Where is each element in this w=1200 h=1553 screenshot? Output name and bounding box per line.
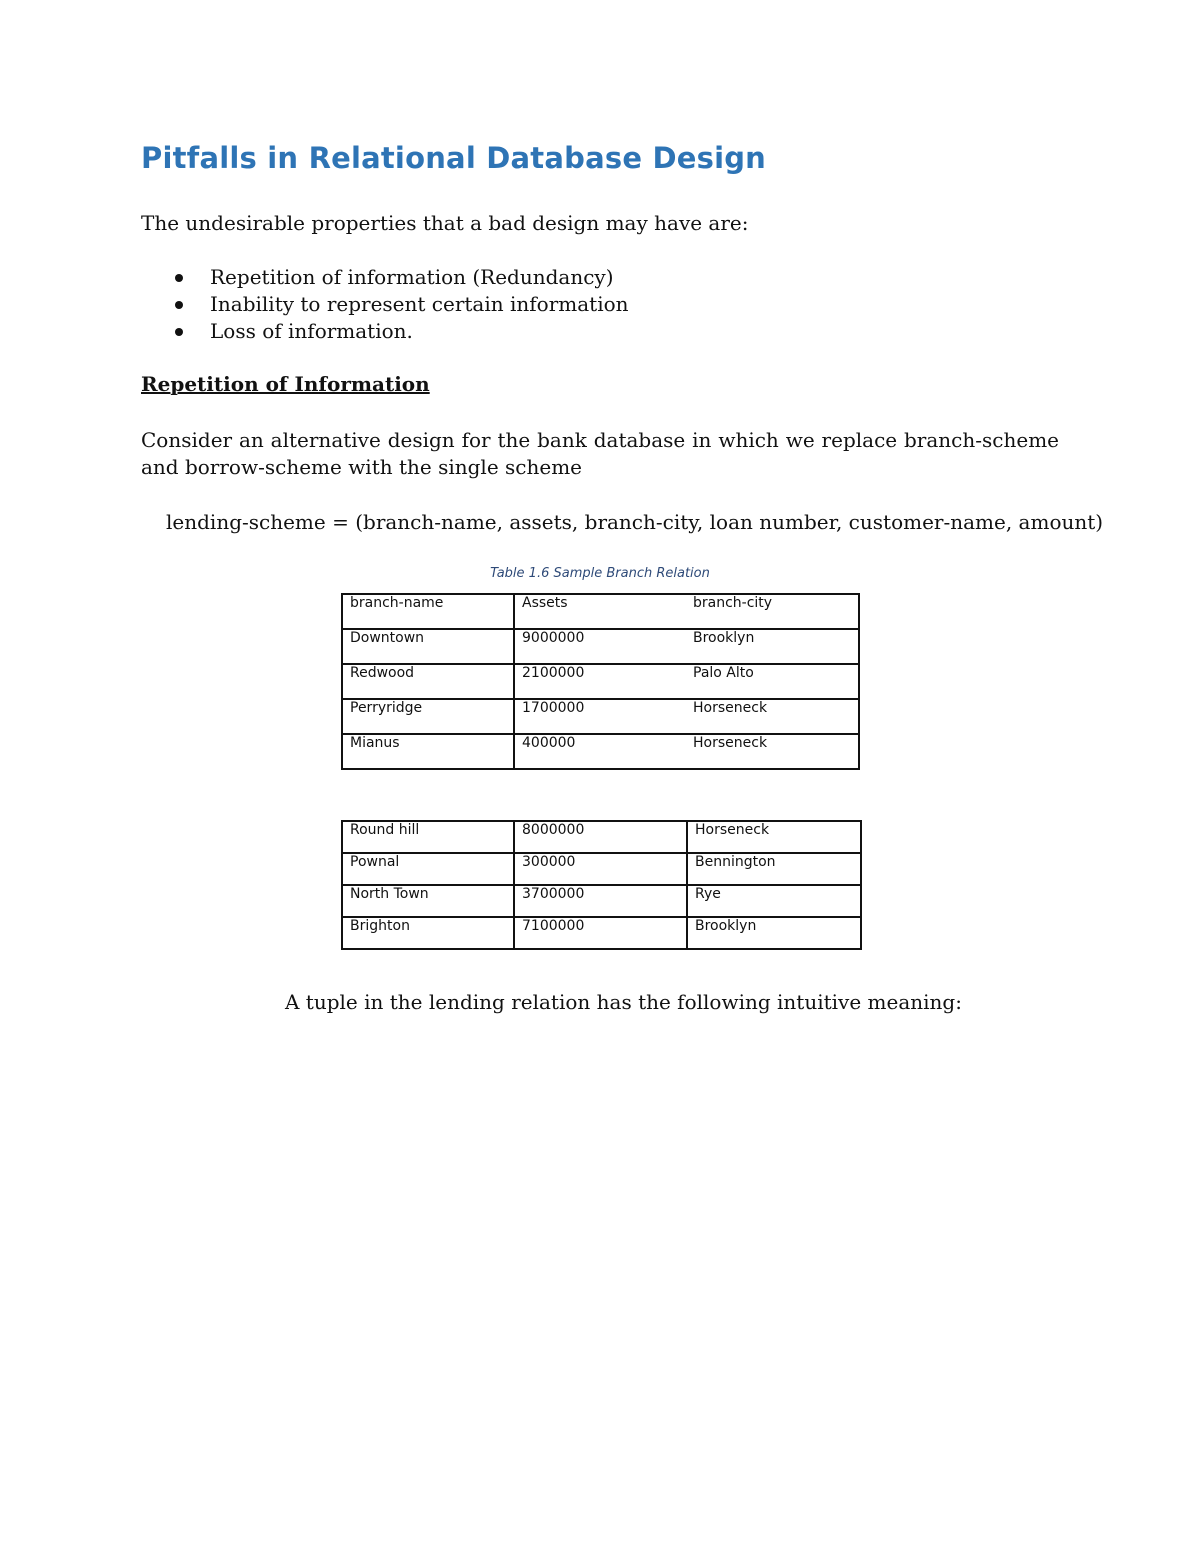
table-row	[342, 917, 861, 949]
table-row	[342, 734, 859, 769]
table-row	[342, 821, 861, 853]
table-cell: Horseneck	[686, 699, 859, 734]
table-cell: Downtown	[342, 629, 514, 664]
table-cell: Pownal	[342, 853, 514, 885]
list-item	[141, 318, 629, 345]
table-cell: 2100000	[514, 664, 686, 699]
table-cell: Horseneck	[687, 821, 861, 853]
bullet-icon	[175, 301, 183, 309]
table-cell: Horseneck	[686, 734, 859, 769]
table-cell: 8000000	[514, 821, 687, 853]
table-caption: Table 1.6 Sample Branch Relation	[490, 566, 710, 581]
table-cell: Perryridge	[342, 699, 514, 734]
table-cell: Rye	[687, 885, 861, 917]
table-header-cell: branch-city	[686, 594, 859, 629]
list-item-text: Loss of information.	[210, 319, 413, 343]
body-paragraph: Consider an alternative design for the bank database in which we replace branch-scheme and borrow-scheme with the single scheme	[141, 428, 1059, 479]
table-row	[342, 699, 859, 734]
branch-relation-table-continued	[341, 820, 862, 950]
bullet-icon	[175, 274, 183, 282]
table-cell: Round hill	[342, 821, 514, 853]
table-cell: Palo Alto	[686, 664, 859, 699]
intro-paragraph: The undesirable properties that a bad design may have are:	[141, 211, 749, 235]
bullet-list	[141, 264, 629, 345]
table-cell: Brooklyn	[687, 917, 861, 949]
table-cell: Bennington	[687, 853, 861, 885]
table-header-row	[342, 594, 859, 629]
table-cell: 9000000	[514, 629, 686, 664]
table-cell: Brighton	[342, 917, 514, 949]
list-item-text: Inability to represent certain information	[210, 292, 629, 316]
closing-paragraph: A tuple in the lending relation has the following intuitive meaning:	[285, 990, 962, 1014]
table-cell: Mianus	[342, 734, 514, 769]
list-item-text: Repetition of information (Redundancy)	[210, 265, 614, 289]
table-row	[342, 664, 859, 699]
table-row	[342, 853, 861, 885]
page-title: Pitfalls in Relational Database Design	[141, 141, 767, 175]
table-cell: 300000	[514, 853, 687, 885]
table-cell: 1700000	[514, 699, 686, 734]
table-cell: Brooklyn	[686, 629, 859, 664]
formula-line: lending-scheme = (branch-name, assets, branch-city, loan number, customer-name, amount)	[166, 510, 1104, 534]
table-row	[342, 885, 861, 917]
table-cell: 7100000	[514, 917, 687, 949]
table-row	[342, 629, 859, 664]
branch-relation-table	[341, 593, 860, 770]
table-cell: North Town	[342, 885, 514, 917]
table-cell: 3700000	[514, 885, 687, 917]
table-header-cell: Assets	[514, 594, 686, 629]
table-cell: Redwood	[342, 664, 514, 699]
list-item	[141, 291, 629, 318]
bullet-icon	[175, 328, 183, 336]
table-cell: 400000	[514, 734, 686, 769]
table-header-cell: branch-name	[342, 594, 514, 629]
section-heading: Repetition of Information	[141, 372, 430, 396]
list-item	[141, 264, 629, 291]
